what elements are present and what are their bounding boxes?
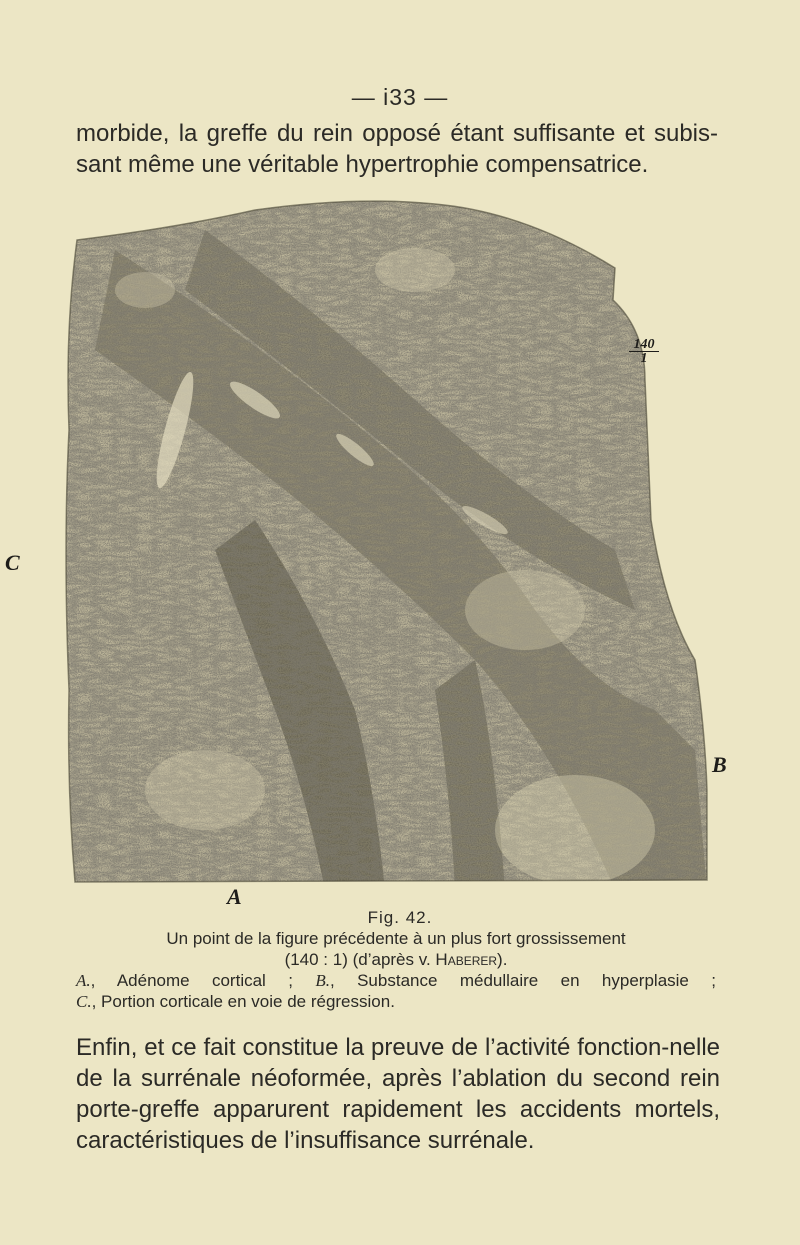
legend-key-c: C. xyxy=(76,992,92,1011)
magnification-label xyxy=(629,338,659,366)
body-paragraph: Enfin, et ce fait constitue la preuve de l’activité fonction-nelle de la surrénale néoformée, après l’ablation du second rein porte-greffe apparurent rapidement les accidents mortels, caractéristiques de l’insuffisance surrénale. xyxy=(76,1034,720,1154)
histology-figure xyxy=(5,190,727,909)
micrograph-image xyxy=(55,190,725,890)
caption-legend-ab xyxy=(76,970,716,991)
caption-line-1: Un point de la figure précédente à un plus fort grossissement xyxy=(166,929,626,948)
page-number: — i33 — xyxy=(351,84,449,110)
figure-number: Fig. 42. xyxy=(367,908,433,927)
legend-text-a: , Adénome cortical ; xyxy=(90,971,316,990)
label-a: A xyxy=(227,884,242,909)
caption-line-2 xyxy=(76,949,716,970)
legend-key-b: B. xyxy=(315,971,330,990)
magnification-numerator: 140 xyxy=(629,338,659,352)
figure-caption xyxy=(76,928,716,1012)
caption-author: Haberer xyxy=(435,950,498,969)
legend-text-c: , Portion corticale en voie de régression. xyxy=(91,992,395,1011)
caption-source-suffix: ). xyxy=(497,950,508,969)
intro-paragraph: morbide, la greffe du rein opposé étant suffisante et subis-sant même une véritable hypertrophie compensatrice. xyxy=(76,120,718,178)
caption-source-prefix: (140 : 1) (d’après v. xyxy=(284,950,436,969)
label-b: B xyxy=(712,752,727,777)
caption-legend-c xyxy=(76,991,716,1012)
legend-text-b: , Substance médullaire en hyperplasie ; xyxy=(329,971,716,990)
legend-key-a: A. xyxy=(76,971,91,990)
magnification-denominator: 1 xyxy=(640,351,648,366)
label-c: C xyxy=(5,550,20,575)
